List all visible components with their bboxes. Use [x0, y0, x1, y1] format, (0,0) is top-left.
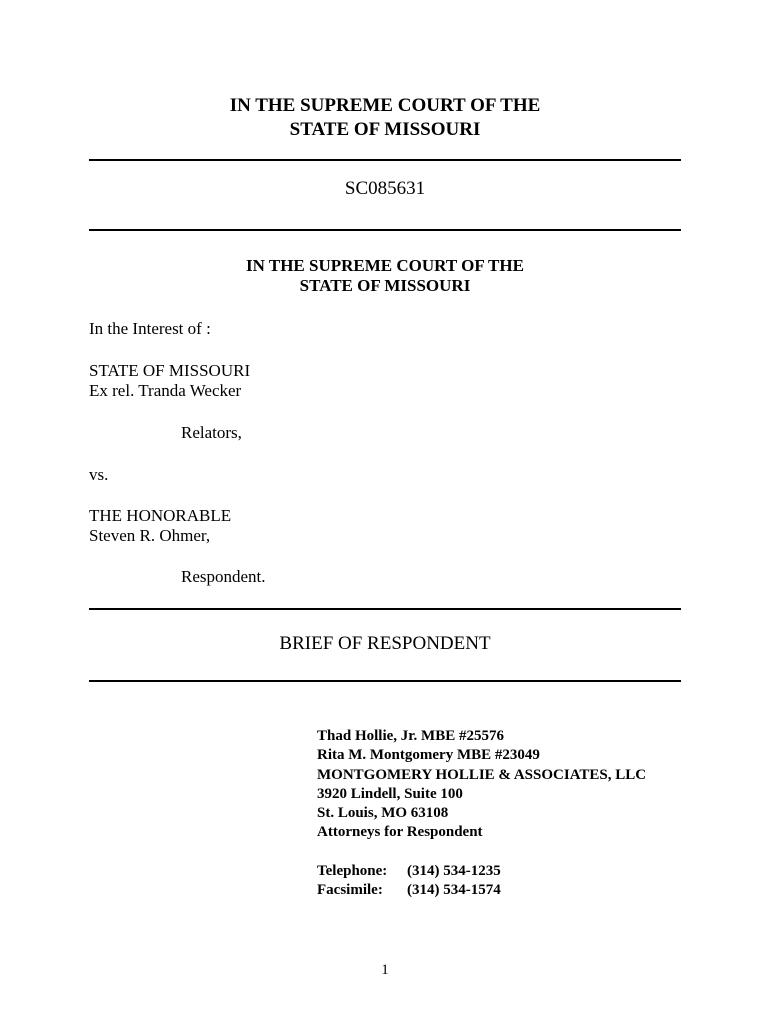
- attorney-line: Rita M. Montgomery MBE #23049: [317, 747, 540, 764]
- in-the-interest-of: In the Interest of :: [89, 319, 211, 338]
- telephone-row: [317, 862, 501, 881]
- divider-3: [89, 608, 681, 610]
- caption-court-line-2: STATE OF MISSOURI: [299, 276, 471, 295]
- caption-court-line-1: IN THE SUPREME COURT OF THE: [246, 256, 524, 275]
- telephone-label: Telephone:: [317, 863, 388, 879]
- divider-1: [89, 159, 681, 161]
- relators-label: Relators,: [181, 423, 242, 442]
- firm-address-street: 3920 Lindell, Suite 100: [317, 785, 463, 802]
- caption-court-title: [0, 256, 770, 296]
- respondent-line-1: THE HONORABLE: [89, 506, 232, 525]
- brief-title: BRIEF OF RESPONDENT: [279, 633, 491, 654]
- court-title-line-2: STATE OF MISSOURI: [289, 119, 481, 140]
- firm-address-city: St. Louis, MO 63108: [317, 805, 449, 822]
- telephone-number: (314) 534-1235: [407, 863, 501, 879]
- relator-line-2: Ex rel. Tranda Wecker: [89, 381, 242, 400]
- case-number: SC085631: [344, 178, 426, 199]
- respondent-name: [89, 506, 231, 546]
- versus: vs.: [89, 465, 109, 484]
- divider-4: [89, 680, 681, 682]
- attorney-line: Thad Hollie, Jr. MBE #25576: [317, 728, 504, 744]
- facsimile-number: (314) 534-1574: [407, 882, 501, 898]
- court-title-line-1: IN THE SUPREME COURT OF THE: [229, 95, 541, 116]
- facsimile-label: Facsimile:: [317, 882, 383, 898]
- divider-2: [89, 229, 681, 231]
- firm-name: MONTGOMERY HOLLIE & ASSOCIATES, LLC: [317, 766, 647, 783]
- attorney-block: [317, 727, 646, 843]
- facsimile-row: [317, 881, 501, 900]
- respondent-line-2: Steven R. Ohmer,: [89, 526, 211, 545]
- respondent-label: Respondent.: [181, 567, 266, 586]
- relator-line-1: STATE OF MISSOURI: [89, 361, 251, 380]
- attorneys-for-label: Attorneys for Respondent: [317, 824, 483, 841]
- page-number: 1: [381, 962, 389, 978]
- relator-name: [89, 361, 250, 401]
- court-title: [0, 94, 770, 142]
